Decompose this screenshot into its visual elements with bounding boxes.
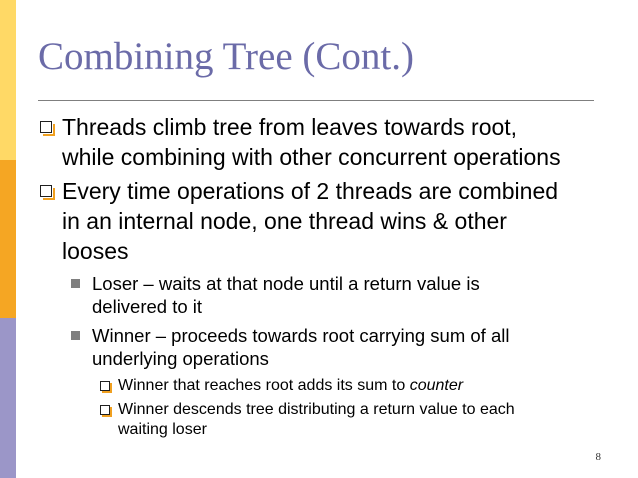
filled-square-bullet-icon	[71, 279, 80, 288]
title-divider	[38, 100, 594, 101]
sub-bullet-text-line: underlying operations	[92, 348, 269, 369]
bullet-every-time	[38, 176, 618, 266]
sub-bullet-loser	[68, 272, 618, 318]
sub-sub-bullet-winner-root	[98, 376, 618, 396]
bullet-text-line: while combining with other concurrent operations	[62, 144, 561, 170]
accent-bar-purple	[0, 318, 16, 478]
square-bullet-icon	[40, 185, 52, 197]
winner-root-text: Winner that reaches root adds its sum to	[118, 377, 410, 394]
sub-bullet-text-line: Loser – waits at that node until a return value is	[92, 273, 480, 294]
sub-bullet-text-line: delivered to it	[92, 296, 203, 317]
sub-sub-bullet-text-line: waiting loser	[118, 421, 207, 438]
slide-title: Combining Tree (Cont.)	[38, 35, 414, 78]
accent-bar-yellow	[0, 0, 16, 160]
bullet-text-line: looses	[62, 238, 129, 264]
sub-sub-bullet-winner-descends	[98, 400, 618, 440]
accent-bar-orange	[0, 160, 16, 318]
sub-bullet-text-line: Winner – proceeds towards root carrying sum of all	[92, 325, 510, 346]
square-bullet-icon	[100, 381, 110, 391]
sub-sub-bullet-text-line	[118, 376, 618, 396]
square-bullet-icon	[100, 405, 110, 415]
sub-sub-bullet-text-line: Winner descends tree distributing a return value to each	[118, 401, 515, 418]
bullet-text-line: Threads climb tree from leaves towards root,	[62, 114, 518, 140]
bullet-text-line: Every time operations of 2 threads are combined	[62, 178, 559, 204]
bullet-threads-climb	[38, 112, 618, 172]
slide-number: 8	[595, 451, 601, 463]
slide-content	[38, 112, 618, 440]
square-bullet-icon	[40, 121, 52, 133]
bullet-text-line: in an internal node, one thread wins & other	[62, 208, 507, 234]
filled-square-bullet-icon	[71, 331, 80, 340]
counter-italic-text: counter	[409, 377, 464, 394]
left-accent-bar	[0, 0, 16, 478]
sub-bullet-winner	[68, 324, 618, 370]
